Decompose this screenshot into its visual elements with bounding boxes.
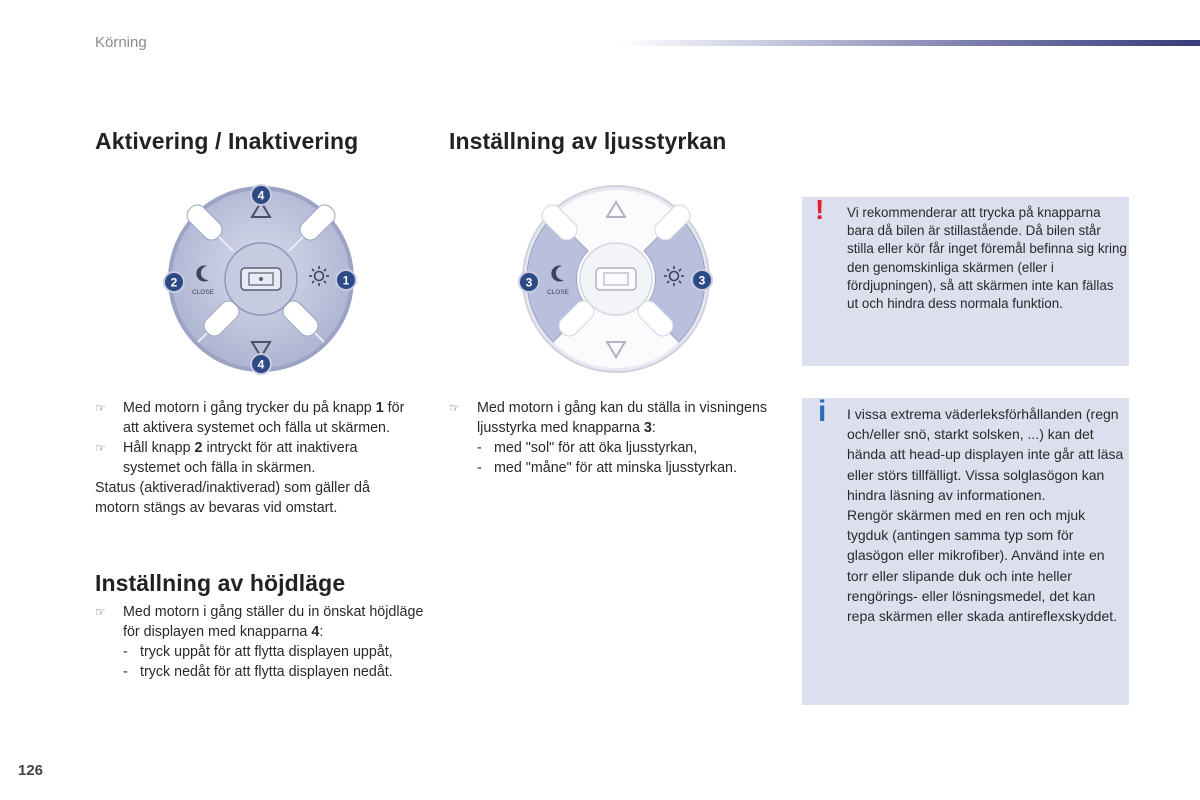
header-gradient-bar (620, 40, 1200, 46)
close-label: CLOSE (546, 289, 570, 296)
badge-2: 2 (170, 275, 178, 290)
info-text-1: I vissa extrema väderleksförhållanden (regn och/eller snö, starkt solsken, ...) kan det hända att head-up displayen inte går att läsa eller störs tillfälligt. Vissa solglasögon kan hindra läsning av informationen. (847, 406, 1124, 503)
badge-1: 1 (342, 273, 350, 288)
warning-icon: ! (815, 194, 825, 225)
badge-3-left: 3 (525, 275, 533, 290)
brightness-text: ☞ Med motorn i gång kan du ställa in visningens ljusstyrka med knapparna 3: - med "sol" för att öka ljusstyrkan, - med "måne" för att minska ljusstyrkan. (449, 400, 768, 476)
info-note (802, 395, 1129, 705)
bullet-icon: ☞ (449, 401, 460, 415)
bullet-icon: ☞ (95, 441, 106, 455)
hud-control-diagram-right (514, 183, 724, 375)
warning-text: Vi rekommenderar att trycka på knapparna bara då bilen är stillastående. Då bilen står stilla eller kör får inget föremål befinna sig kring den genomskinliga skärmen (eller i fördjupningen), så att skärmen inte kan fällas ut och hindra dess normala funktion. (847, 205, 1127, 312)
info-text-2: Rengör skärmen med en ren och mjuk tygduk (antingen samma typ som för glasögon eller mikrofiber). Använd inte en torr eller slipande duk och inte heller rengörings- eller lösningsmedel, det kan repa skärmen eller skada antireflexskyddet. (847, 507, 1118, 625)
badge-3-right: 3 (698, 273, 706, 288)
activation-heading: Aktivering / Inaktivering (95, 128, 359, 154)
warning-note (802, 194, 1129, 366)
info-icon: i (818, 395, 827, 428)
close-label: CLOSE (191, 289, 215, 296)
page-number: 126 (18, 762, 44, 779)
badge-4-bottom: 4 (257, 357, 265, 372)
brightness-heading: Inställning av ljusstyrkan (449, 128, 727, 154)
status-paragraph: Status (aktiverad/inaktiverad) som gäller då motorn stängs av bevaras vid omstart. (95, 480, 370, 516)
bullet-icon: ☞ (95, 401, 106, 415)
height-text: ☞ Med motorn i gång ställer du in önskat höjdläge för displayen med knapparna 4: - tryck uppåt för att flytta displayen uppåt, - tryck nedåt för att flytta displayen nedåt. (95, 604, 424, 680)
section-label: Körning (95, 34, 147, 51)
hud-screen-icon (596, 268, 636, 290)
bullet-icon: ☞ (95, 605, 106, 619)
height-heading: Inställning av höjdläge (95, 570, 346, 596)
activation-text: ☞ Med motorn i gång trycker du på knapp 1 för att aktivera systemet och fälla ut skärmen. ☞ Håll knapp 2 intryckt för att inaktivera systemet och fälla in skärmen. Status (aktiverad/inaktiverad) som gäller då motorn stängs av bevaras vid omstart. (95, 398, 415, 518)
hud-control-diagram-left (160, 183, 370, 375)
badge-4-top: 4 (257, 188, 265, 203)
